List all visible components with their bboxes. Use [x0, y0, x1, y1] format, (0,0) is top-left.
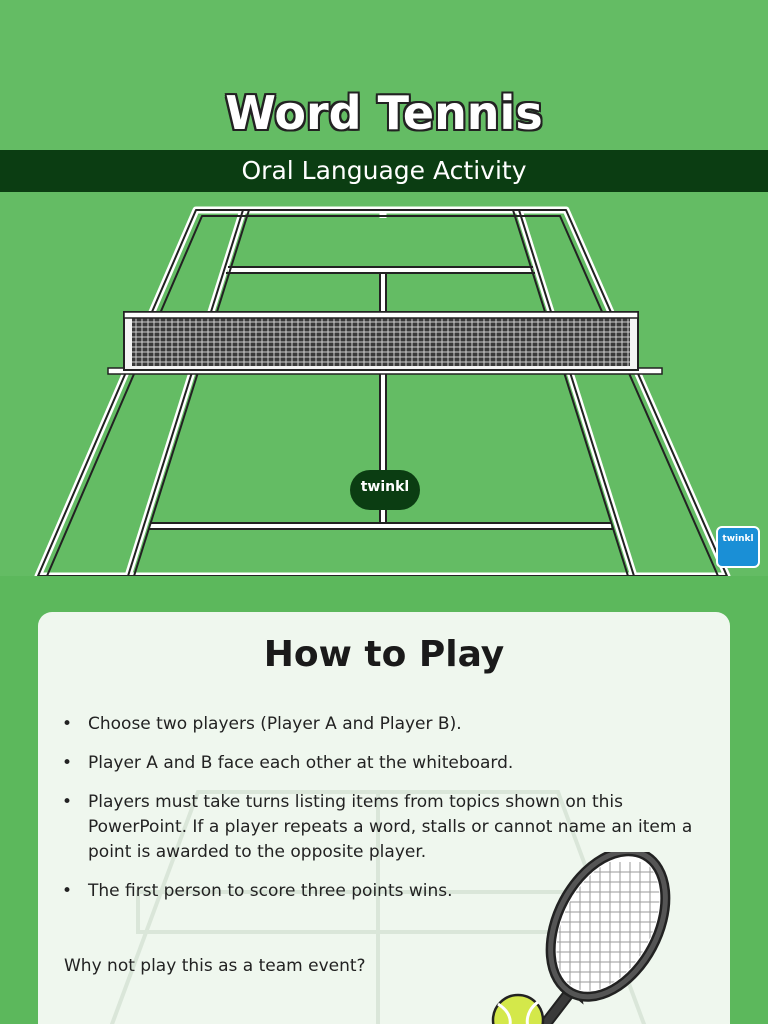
how-to-play-heading: How to Play — [263, 634, 505, 675]
instructions-card — [38, 612, 730, 1024]
rule-item: • Players must take turns listing items from topics shown on this PowerPoint. If a player repeats a word, stalls or cannot name an item a point is awarded to the opposite player. — [60, 790, 700, 865]
badge-text: twinkl — [722, 534, 754, 544]
tennis-ball-icon — [493, 995, 543, 1024]
slide-subtitle: Oral Language Activity — [241, 156, 527, 185]
rule-item: • The first person to score three points wins. — [60, 879, 700, 904]
team-event-prompt: Why not play this as a team event? — [64, 956, 366, 976]
instructions-slide — [0, 576, 768, 1024]
logo-text: twinkl — [360, 479, 410, 495]
slide-title: Word Tennis — [225, 86, 543, 140]
quality-badge-icon — [716, 526, 760, 568]
twinkl-logo — [350, 470, 420, 510]
rule-item: • Choose two players (Player A and Player B). — [60, 712, 700, 737]
tennis-racket-icon — [490, 852, 710, 1024]
tennis-net — [108, 312, 662, 374]
subtitle-banner — [0, 150, 768, 192]
tennis-court-illustration — [0, 192, 768, 576]
rule-item: • Player A and B face each other at the whiteboard. — [60, 751, 700, 776]
